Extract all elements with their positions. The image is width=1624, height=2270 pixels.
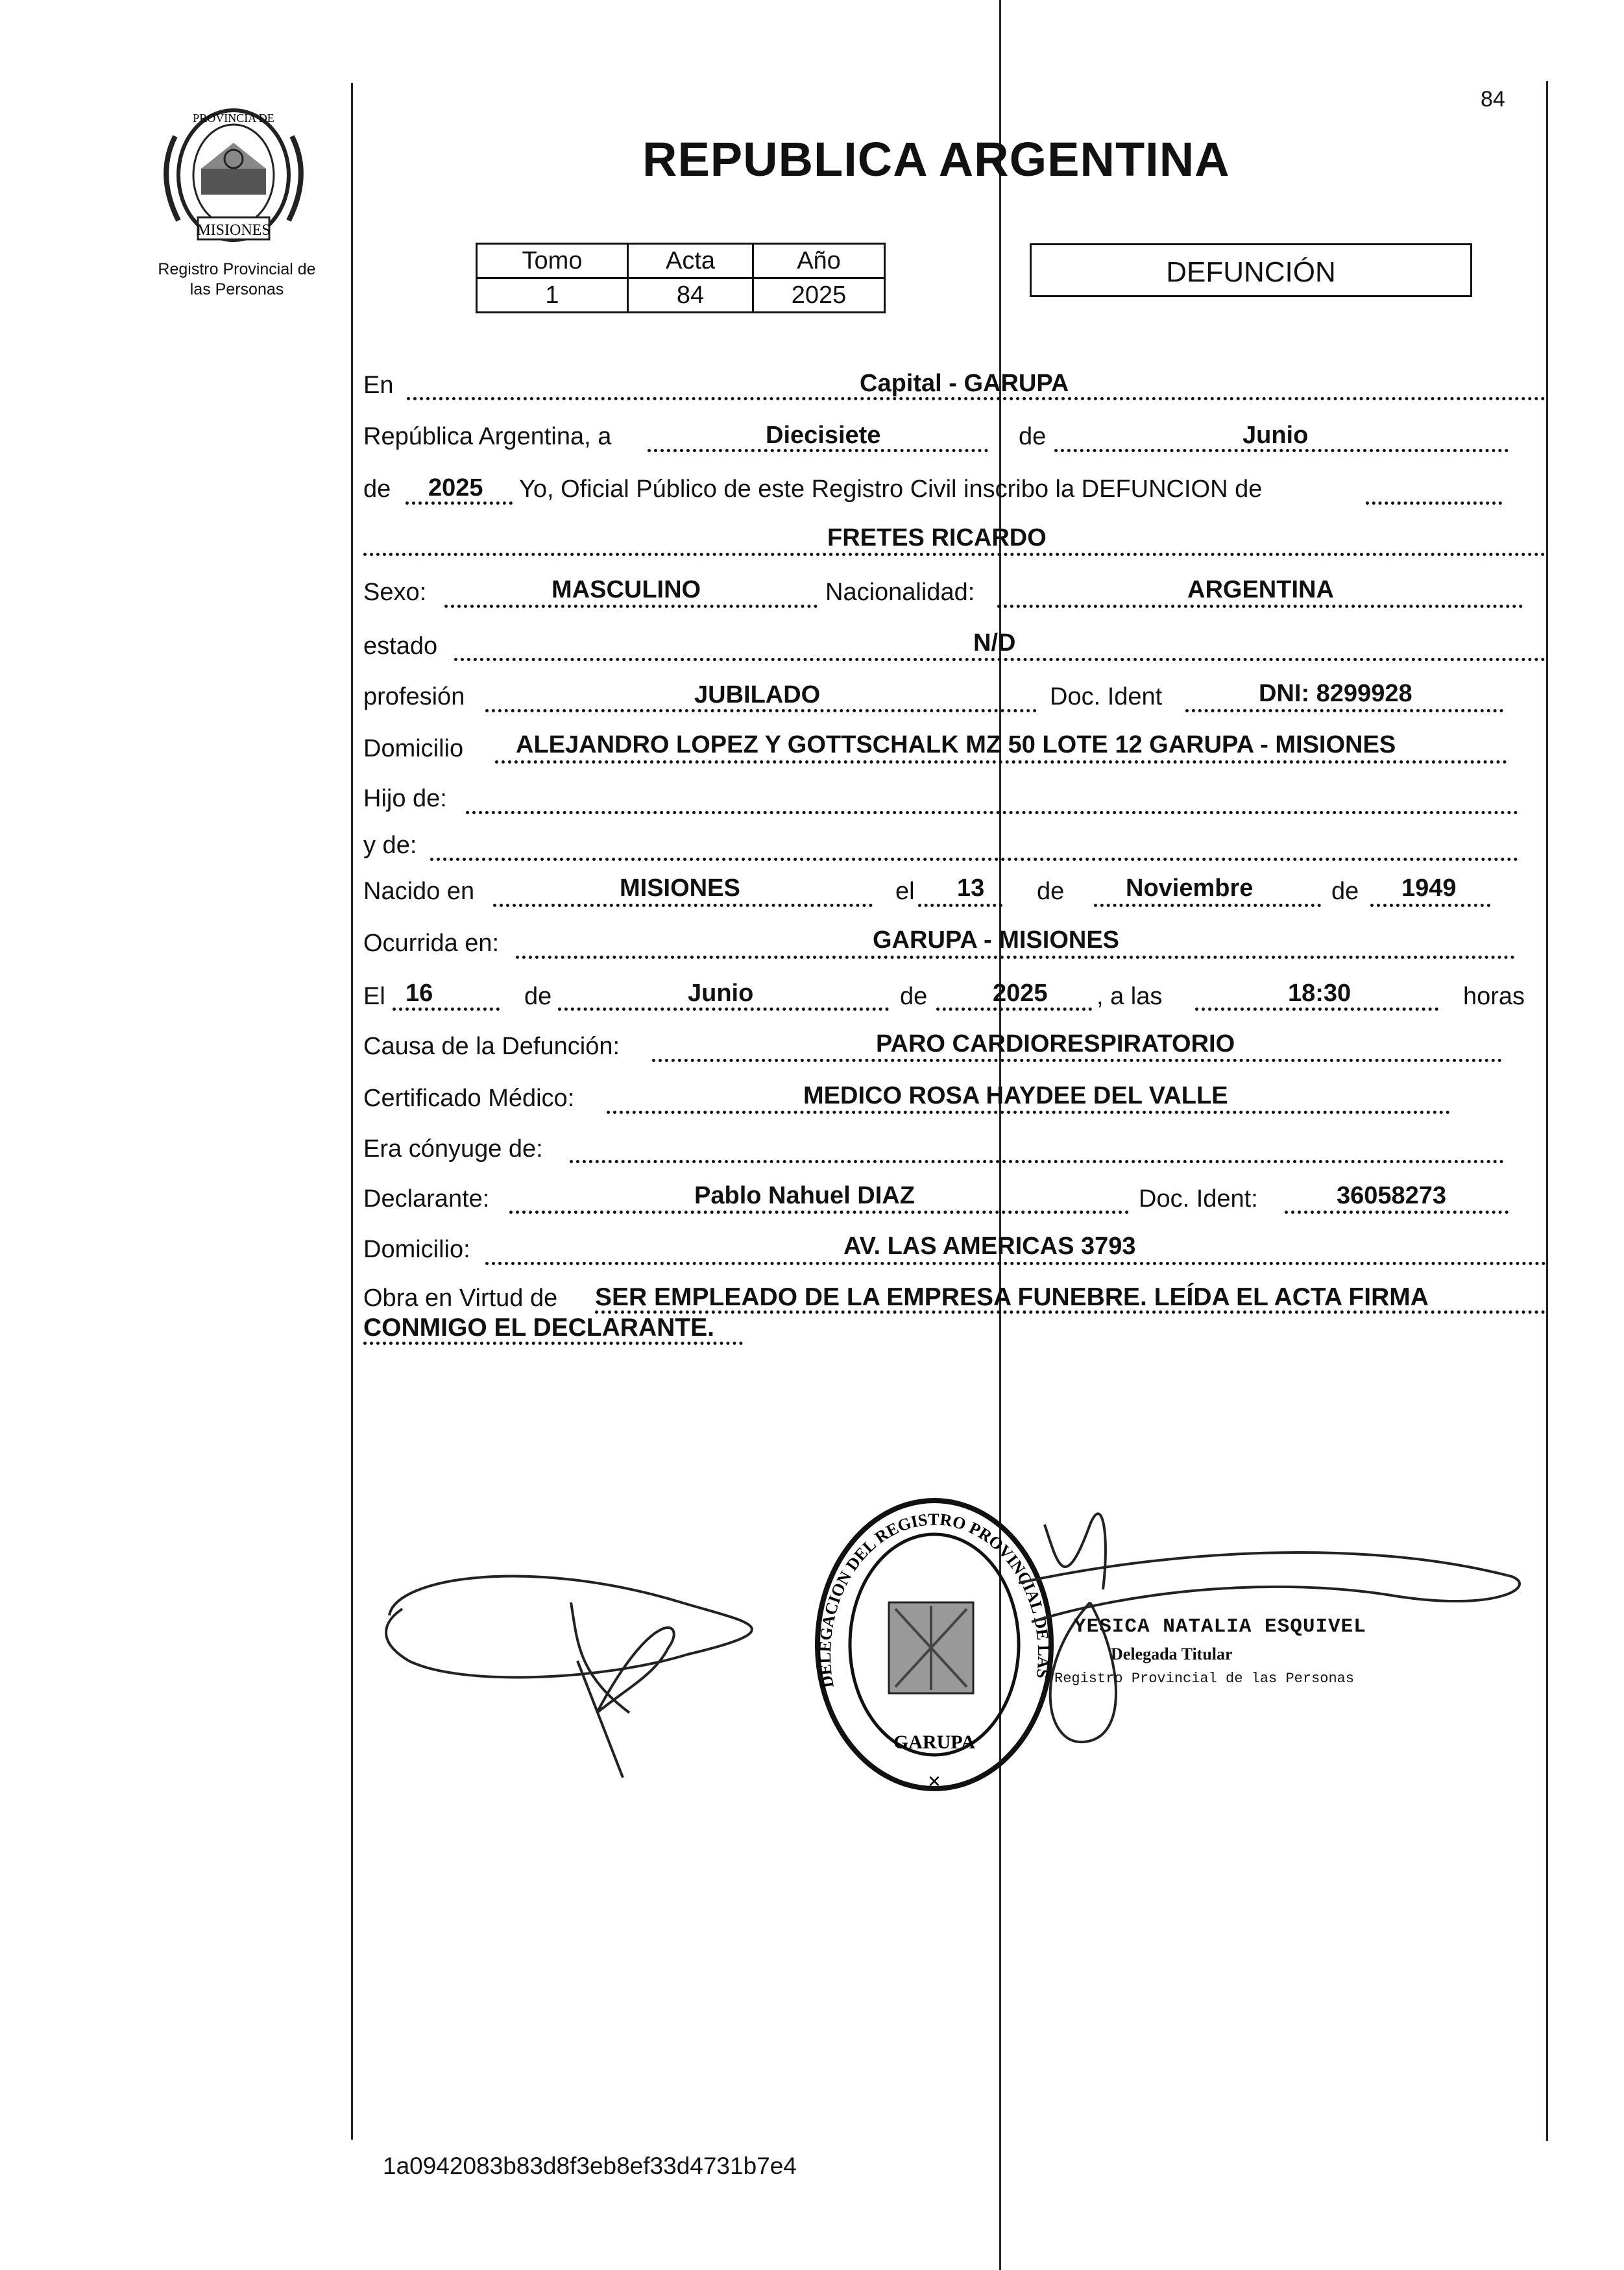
value-profesion: JUBILADO	[694, 681, 821, 708]
dots-def-dia	[393, 1008, 500, 1011]
value-mes: Junio	[1242, 422, 1309, 449]
label-declarante: Declarante:	[363, 1185, 490, 1213]
value-def-dia: 16	[406, 980, 433, 1007]
dots-dni	[1185, 709, 1503, 712]
value-nacionalidad: ARGENTINA	[1187, 576, 1334, 603]
label-certificado: Certificado Médico:	[363, 1085, 575, 1112]
dots-declarante-doc	[1285, 1211, 1509, 1214]
value-declarante: Pablo Nahuel DIAZ	[694, 1182, 915, 1209]
value-nac-dia: 13	[957, 875, 985, 902]
stamp-ring-path: DELEGACION DEL REGISTRO PROVINCIAL DE LAS PERSONAS	[797, 1477, 1054, 1689]
issuer-line-2: las Personas	[189, 280, 284, 298]
dots-profesion	[485, 709, 1037, 712]
dots-certificado	[607, 1111, 1450, 1114]
dots-declarante-domicilio	[485, 1262, 1546, 1265]
label-el-nac: el	[895, 878, 915, 905]
registry-header-anio: Año	[753, 244, 885, 278]
dots-declarante	[509, 1211, 1129, 1214]
registry-value-acta: 84	[628, 278, 753, 313]
value-domicilio: ALEJANDRO LOPEZ Y GOTTSCHALK MZ 50 LOTE 12 GARUPA - MISIONES	[516, 731, 1396, 758]
province-seal-icon	[149, 97, 318, 253]
official-org: Registro Provincial de las Personas	[1054, 1671, 1355, 1687]
declarant-signature	[383, 1564, 824, 1791]
registry-header-acta: Acta	[628, 244, 753, 278]
dots-defuncion-de	[1366, 501, 1502, 505]
label-de-nac-anio: de	[1331, 878, 1359, 905]
value-def-hora: 18:30	[1288, 980, 1351, 1007]
label-hijo-de: Hijo de:	[363, 785, 447, 812]
value-causa: PARO CARDIORESPIRATORIO	[876, 1030, 1235, 1057]
stamp-center-text: GARUPA	[893, 1732, 976, 1753]
dots-nac-mes	[1094, 904, 1321, 907]
label-ocurrida-en: Ocurrida en:	[363, 930, 500, 957]
label-nacido-en: Nacido en	[363, 878, 475, 905]
issuer-name	[123, 260, 350, 300]
label-nacionalidad: Nacionalidad:	[825, 579, 975, 606]
dots-causa	[652, 1059, 1502, 1062]
label-domicilio: Domicilio	[363, 735, 464, 762]
seal-text-bottom: MISIONES	[197, 222, 271, 239]
registry-table	[476, 243, 886, 313]
registry-header-row	[477, 244, 885, 278]
label-causa: Causa de la Defunción:	[363, 1033, 620, 1060]
value-ocurrida-en: GARUPA - MISIONES	[873, 926, 1120, 954]
dots-nac-dia	[918, 904, 1002, 907]
dots-obra-line2	[363, 1342, 743, 1345]
label-domicilio-declarante: Domicilio:	[363, 1236, 470, 1263]
dots-def-anio	[936, 1008, 1092, 1011]
label-de-def-mes: de	[524, 983, 552, 1010]
label-republica: República Argentina, a	[363, 423, 612, 450]
registry-value-tomo: 1	[477, 278, 628, 313]
value-def-anio: 2025	[993, 980, 1048, 1007]
value-nac-mes: Noviembre	[1126, 875, 1254, 902]
value-obra-line1: SER EMPLEADO DE LA EMPRESA FUNEBRE. LEÍDA EL ACTA FIRMA	[595, 1283, 1429, 1311]
label-de-nac-mes: de	[1037, 878, 1065, 905]
seal-text-top: PROVINCIA DE	[193, 112, 274, 125]
value-declarante-doc: 36058273	[1337, 1182, 1447, 1209]
label-en: En	[363, 372, 394, 399]
registry-value-anio: 2025	[753, 278, 885, 313]
label-de-anio: de	[363, 476, 391, 503]
label-doc-ident-declarante: Doc. Ident:	[1139, 1185, 1258, 1213]
dots-nac-anio	[1370, 904, 1490, 907]
left-margin-line	[351, 83, 353, 2140]
issuer-line-1: Registro Provincial de	[158, 260, 316, 278]
value-lugar: Capital - GARUPA	[860, 370, 1069, 397]
label-de-mes: de	[1019, 423, 1047, 450]
label-horas: horas	[1463, 983, 1525, 1010]
dots-ocurrida-en	[516, 956, 1515, 959]
page-number: 84	[1481, 87, 1505, 112]
value-nac-anio: 1949	[1401, 875, 1457, 902]
dots-y-de	[430, 858, 1518, 861]
label-el-def: El	[363, 983, 385, 1010]
document-hash: 1a0942083b83d8f3eb8ef33d4731b7e4	[383, 2153, 797, 2179]
value-dia-letras: Diecisiete	[766, 422, 881, 449]
official-name: YESICA NATALIA ESQUIVEL	[1074, 1615, 1366, 1638]
dots-sexo	[444, 605, 818, 608]
dots-nombre	[363, 553, 1545, 556]
value-estado: N/D	[973, 629, 1016, 657]
value-declarante-domicilio: AV. LAS AMERICAS 3793	[843, 1233, 1136, 1260]
dots-def-mes	[558, 1008, 889, 1011]
right-margin-line	[1546, 81, 1548, 2141]
value-obra-line2: CONMIGO EL DECLARANTE.	[363, 1314, 714, 1342]
dots-obra-line1	[595, 1310, 1545, 1314]
dots-estado	[454, 658, 1545, 661]
record-type-box: DEFUNCIÓN	[1030, 243, 1472, 297]
value-certificado: MEDICO ROSA HAYDEE DEL VALLE	[803, 1082, 1228, 1109]
registry-header-tomo: Tomo	[477, 244, 628, 278]
page-title: REPUBLICA ARGENTINA	[642, 132, 1230, 186]
dots-hijo-de	[466, 811, 1518, 814]
value-dni: DNI: 8299928	[1259, 680, 1412, 707]
center-fold-line	[999, 0, 1001, 2270]
value-anio: 2025	[428, 474, 483, 501]
label-era-conyuge: Era cónyuge de:	[363, 1135, 543, 1163]
label-a-las: , a las	[1097, 983, 1163, 1010]
dots-nacionalidad	[997, 605, 1523, 608]
label-doc-ident: Doc. Ident	[1050, 683, 1163, 710]
value-def-mes: Junio	[688, 980, 754, 1007]
label-yo-oficial: Yo, Oficial Público de este Registro Civil inscribo la DEFUNCION de	[519, 476, 1263, 503]
stamp-star-icon: ✕	[927, 1772, 941, 1791]
label-profesion: profesión	[363, 683, 465, 710]
dots-def-hora	[1195, 1008, 1438, 1011]
label-de-def-anio: de	[900, 983, 928, 1010]
dots-domicilio	[495, 760, 1507, 764]
label-estado: estado	[363, 633, 438, 660]
dots-nacido-en	[493, 904, 873, 907]
value-nombre: FRETES RICARDO	[827, 524, 1047, 551]
label-sexo: Sexo:	[363, 579, 427, 606]
registry-value-row	[477, 278, 885, 313]
value-sexo: MASCULINO	[551, 576, 701, 603]
dots-conyuge	[570, 1160, 1504, 1163]
official-title: Delegada Titular	[1111, 1645, 1233, 1663]
value-nacido-en: MISIONES	[620, 875, 740, 902]
label-y-de: y de:	[363, 832, 417, 859]
label-obra-en-virtud: Obra en Virtud de	[363, 1285, 558, 1312]
